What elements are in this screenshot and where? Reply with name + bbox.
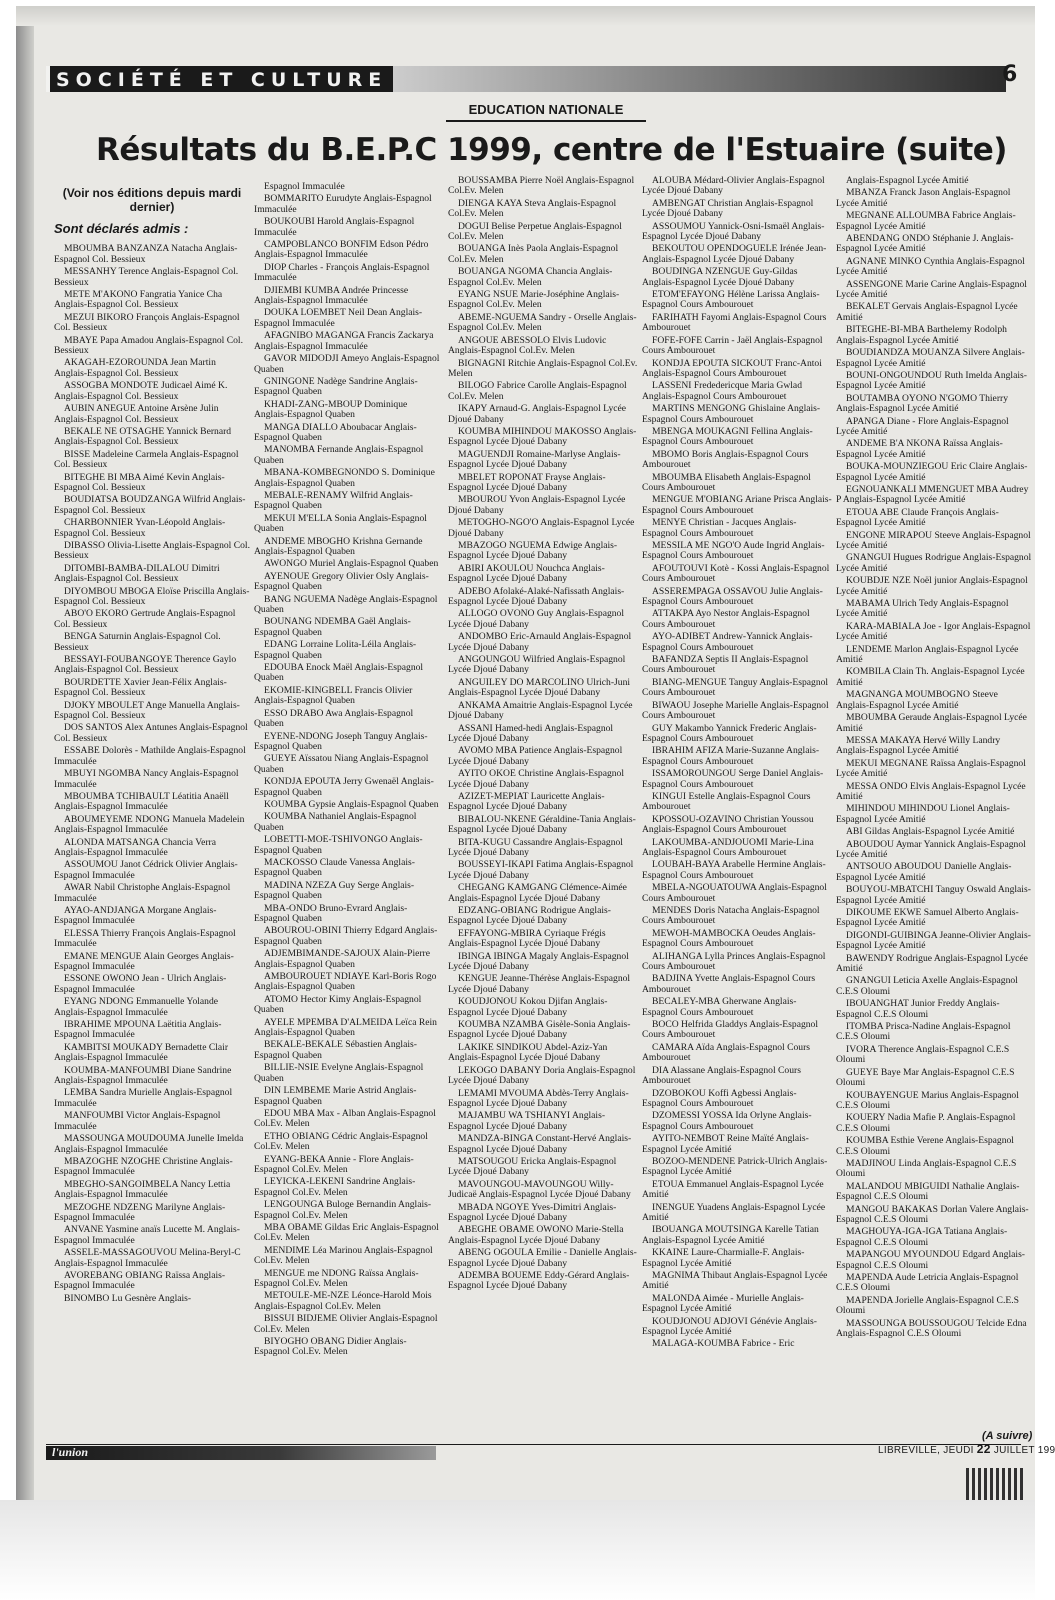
result-entry: ALOUBA Médard-Olivier Anglais-Espagnol Lycée Djoué Dabany bbox=[642, 175, 825, 197]
result-entry: DOUKA LOEMBET Neil Dean Anglais-Espagnol Immaculée bbox=[254, 307, 423, 329]
result-entry: ADJEMBIMANDE-SAJOUX Alain-Pierre Anglais-Espagnol Quaben bbox=[254, 948, 431, 970]
result-entry: BAWENDY Rodrigue Anglais-Espagnol Lycée Amitié bbox=[836, 952, 1028, 975]
result-entry: ANGUILEY DO MARCOLINO Ulrich-Juni Anglais-Espagnol Lycée Djoué Dabany bbox=[448, 676, 631, 699]
result-entry: DOGUI Belise Perpetue Anglais-Espagnol Col.Ev. Melen bbox=[448, 220, 622, 243]
result-entry: MBA-ONDO Bruno-Evrard Anglais-Espagnol Quaben bbox=[254, 902, 408, 924]
edition-note: (Voir nos éditions depuis mardi dernier) bbox=[62, 186, 242, 214]
result-entry: IBRAHIME MPOUNA Laëtitia Anglais-Espagnol Immaculée bbox=[54, 1019, 222, 1041]
result-entry: BINOMBO Lu Gesnère Anglais- bbox=[64, 1292, 192, 1304]
result-entry: AVOREBANG OBIANG Raïssa Anglais-Espagnol Immaculée bbox=[54, 1269, 226, 1292]
result-entry: KOUMBA Esthie Verene Anglais-Espagnol C.E.S Oloumi bbox=[836, 1135, 1014, 1157]
result-entry: ABI Gildas Anglais-Espagnol Lycée Amitié bbox=[846, 826, 1015, 838]
result-entry: MADINA NZEZA Guy Serge Anglais-Espagnol Quaben bbox=[254, 879, 415, 902]
result-entry: ETOUA Emmanuel Anglais-Espagnol Lycée Amitié bbox=[642, 1178, 824, 1201]
result-entry: MEZOGHE NDZENG Marilyne Anglais-Espagnol Immaculée bbox=[54, 1201, 226, 1223]
result-entry: EDZANG-OBIANG Rodrigue Anglais-Espagnol Lycée Djoué Dabany bbox=[448, 905, 611, 927]
result-entry: ATTAKPA Ayo Nestor Anglais-Espagnol Cours Ambourouet bbox=[642, 608, 810, 630]
result-entry: ABOUROU-OBINI Thierry Edgard Anglais-Espagnol Quaben bbox=[254, 925, 438, 947]
result-entry: FOFE-FOFE Carrin - Jaël Anglais-Espagnol Cours Ambourouet bbox=[642, 334, 823, 357]
result-entry: EDOU MBA Max - Alban Anglais-Espagnol Col.Ev. Melen bbox=[254, 1107, 436, 1130]
result-entry: KOUMBA-MANFOUMBI Diane Sandrine Anglais-Espagnol Immaculée bbox=[54, 1064, 232, 1087]
result-entry: KOUBAYENGUE Marius Anglais-Espagnol C.E.S Oloumi bbox=[836, 1089, 1019, 1111]
result-entry: KARA-MABIALA Joe - Igor Anglais-Espagnol Lycée Amitié bbox=[836, 620, 1031, 643]
result-entry: BISSE Madeleine Carmela Anglais-Espagnol Col. Bessieux bbox=[54, 448, 239, 471]
result-entry: BADJINA Yvette Anglais-Espagnol Cours Ambourouet bbox=[642, 973, 816, 995]
result-entry: MBA OBAME Gildas Eric Anglais-Espagnol Col.Ev. Melen bbox=[254, 1221, 439, 1244]
result-entry: ENGONE MIRAPOU Steeve Anglais-Espagnol Lycée Amitié bbox=[836, 529, 1031, 551]
result-entry: GUEYE Aïssatou Niang Anglais-Espagnol Quaben bbox=[254, 753, 429, 775]
result-entry: ASSANI Hamed-hedi Anglais-Espagnol Lycée Djoué Dabany bbox=[448, 722, 614, 744]
result-entry: MANOMBA Fernande Anglais-Espagnol Quaben bbox=[254, 444, 424, 466]
result-entry: KOUMBA MIHINDOU MAKOSSO Anglais-Espagnol Lycée Djoué Dabany bbox=[448, 425, 637, 448]
result-entry: DJIEMBI KUMBA Andrée Princesse Anglais-Espagnol Immaculée bbox=[254, 284, 409, 307]
result-entry: BOUYOU-MBATCHI Tanguy Oswald Anglais-Espagnol Lycée Amitié bbox=[836, 884, 1031, 906]
result-entry: MBOUMBA BANZANZA Natacha Anglais-Espagnol Col. Bessieux bbox=[54, 243, 238, 265]
result-entry: ABIRI AKOULOU Nouchca Anglais-Espagnol Lycée Djoué Dabany bbox=[448, 562, 605, 585]
result-entry: MBADA NGOYE Yves-Dimitri Anglais-Espagnol Lycée Djoué Dabany bbox=[448, 1201, 617, 1223]
result-entry: KOUMBA Gypsie Anglais-Espagnol Quaben bbox=[264, 798, 439, 810]
result-entry: ANDEME B'A NKONA Raïssa Anglais-Espagnol Lycée Amitié bbox=[836, 438, 1003, 460]
result-entry: BIBALOU-NKENE Géraldine-Tania Anglais-Espagnol Lycée Djoué Dabany bbox=[448, 813, 636, 836]
result-entry: EDANG Lorraine Lolita-Léila Anglais-Espagnol Quaben bbox=[254, 639, 417, 661]
result-entry: MALAGA-KOUMBA Fabrice - Eric bbox=[652, 1338, 795, 1350]
result-entry: BOUDIANDZA MOUANZA Silvere Anglais-Espagnol Lycée Amitié bbox=[836, 347, 1025, 369]
result-entry: METOGHO-NGO'O Anglais-Espagnol Lycée Djoué Dabany bbox=[448, 517, 635, 539]
result-entry: MABAMA Ulrich Tedy Anglais-Espagnol Lycée Amitié bbox=[836, 598, 1009, 620]
result-entry: MAPENDA Jorielle Anglais-Espagnol C.E.S Oloumi bbox=[836, 1294, 1019, 1317]
result-entry: ASSOGBA MONDOTE Judicael Aimé K. Anglais-Espagnol Col. Bessieux bbox=[54, 380, 228, 402]
result-entry: BOCO Helfrida Gladdys Anglais-Espagnol Cours Ambourouet bbox=[642, 1019, 819, 1041]
result-entry: BOUANGA Inès Paola Anglais-Espagnol Col.Ev. Melen bbox=[448, 243, 619, 265]
result-entry: MASSOUNGA BOUSSOUGOU Telcide Edna Anglais-Espagnol C.E.S Oloumi bbox=[836, 1317, 1027, 1340]
result-entry: LOBETTI-MOE-TSHIVONGO Anglais-Espagnol Quaben bbox=[254, 834, 423, 856]
result-entry: MANGA DIALLO Aboubacar Anglais-Espagnol Quaben bbox=[254, 421, 417, 443]
result-entry: Espagnol Immaculée bbox=[264, 181, 345, 192]
result-entry: MBOUROU Yvon Anglais-Espagnol Lycée Djoué Dabany bbox=[448, 494, 626, 516]
result-entry: ETHO OBIANG Cédric Anglais-Espagnol Col.Ev. Melen bbox=[254, 1130, 428, 1153]
continue-note: (A suivre) bbox=[982, 1430, 1033, 1442]
result-entry: BAFANDZA Septis II Anglais-Espagnol Cours Ambourouet bbox=[642, 654, 809, 676]
result-entry: MBEGHO-SANGOIMBELA Nancy Lettia Anglais-Espagnol Immaculée bbox=[54, 1178, 231, 1201]
result-entry: AYENOUE Gregory Olivier Osly Anglais-Espagnol Quaben bbox=[254, 570, 429, 593]
result-entry: DIOP Charles - François Anglais-Espagnol Immaculée bbox=[254, 261, 430, 284]
result-entry: MBOUMBA Geraude Anglais-Espagnol Lycée Amitié bbox=[836, 712, 1027, 734]
result-entry: BOUDIATSA BOUDZANGA Wilfrid Anglais-Espagnol Col. Bessieux bbox=[54, 494, 246, 516]
result-entry: MBOUMBA Elisabeth Anglais-Espagnol Cours Ambourouet bbox=[642, 471, 811, 493]
result-entry: MAGUENDJI Romaine-Marlyse Anglais-Espagnol Lycée Djoué Dabany bbox=[448, 448, 621, 471]
result-entry: BOUKOUBI Harold Anglais-Espagnol Immaculée bbox=[254, 216, 415, 238]
result-entry: ALIHANGA Lylla Princes Anglais-Espagnol Cours Ambourouet bbox=[642, 950, 826, 973]
result-entry: AYITO-NEMBOT Reine Maïté Anglais-Espagnol Lycée Amitié bbox=[642, 1133, 809, 1155]
result-entry: KPOSSOU-OZAVINO Christian Youssou Anglais-Espagnol Cours Ambourouet bbox=[642, 813, 814, 836]
result-entry: LENGOUNGA Buloge Bernandin Anglais-Espagnol Col.Ev. Melen bbox=[254, 1199, 432, 1221]
result-entry: METE M'AKONO Fangratia Yanice Cha Anglais-Espagnol Col. Bessieux bbox=[54, 289, 223, 311]
result-entry: BILLIE-NSIE Evelyne Anglais-Espagnol Quaben bbox=[254, 1062, 424, 1084]
result-entry: AGNANE MINKO Cynthia Anglais-Espagnol Lycée Amitié bbox=[836, 255, 1025, 278]
print-bleed-marks bbox=[966, 1468, 1026, 1504]
result-entry: ASSOUMOU Yannick-Osni-Ismaël Anglais-Espagnol Lycée Djoué Dabany bbox=[642, 220, 825, 243]
result-entry: KINGUI Estelle Anglais-Espagnol Cours Ambourouet bbox=[642, 790, 811, 813]
result-entry: MBAZOGO NGUEMA Edwige Anglais-Espagnol Lycée Djoué Dabany bbox=[448, 540, 618, 562]
result-entry: MAGNIMA Thibaut Anglais-Espagnol Lycée Amitié bbox=[642, 1270, 828, 1292]
result-entry: MAJAMBU WA TSHIANYI Anglais-Espagnol Lycée Djoué Dabany bbox=[448, 1110, 606, 1132]
result-entry: MENYE Christian - Jacques Anglais-Espagnol Cours Ambourouet bbox=[642, 517, 797, 539]
results-column-1 bbox=[54, 186, 250, 1431]
result-entry: IBINGA IBINGA Magaly Anglais-Espagnol Lycée Djoué Dabany bbox=[448, 950, 629, 973]
result-entry: BESSAYI-FOUBANGOYE Therence Gaylo Anglais-Espagnol Col. Bessieux bbox=[54, 654, 237, 676]
dateline-month-year: JUILLET 199 bbox=[993, 1445, 1055, 1456]
result-entry: ADEBO Afolaké-Alaké-Nafissath Anglais-Espagnol Lycée Djoué Dabany bbox=[448, 585, 625, 608]
result-entry: ISSAMOROUNGOU Serge Daniel Anglais-Espagnol Cours Ambourouet bbox=[642, 768, 824, 790]
result-entry: ANVANE Yasmine anaïs Lucette M. Anglais-Espagnol Immaculée bbox=[54, 1224, 240, 1246]
result-entry: DJOKY MBOULET Ange Manuella Anglais-Espagnol Col. Bessieux bbox=[54, 699, 240, 722]
result-entry: ANDEME MBOGHO Krishna Gernande Anglais-Espagnol Quaben bbox=[254, 535, 423, 557]
result-entry: KENGUE Jeanne-Thérèse Anglais-Espagnol Lycée Djoué Dabany bbox=[448, 973, 631, 995]
section-title: SOCIÉTÉ ET CULTURE bbox=[50, 66, 393, 92]
result-entry: BIANG-MENGUE Tanguy Anglais-Espagnol Cours Ambourouet bbox=[642, 676, 829, 699]
result-entry: AFAGNIBO MAGANGA Francis Zackarya Anglais-Espagnol Immaculée bbox=[254, 330, 434, 352]
result-entry: DIBASSO Olivia-Lisette Anglais-Espagnol Col. Bessieux bbox=[54, 539, 251, 562]
result-entry: BOUNI-ONGOUNDOU Ruth Imelda Anglais-Espagnol Lycée Amitié bbox=[836, 369, 1027, 392]
dateline-day: 22 bbox=[976, 1442, 991, 1456]
result-entry: MBOMO Boris Anglais-Espagnol Cours Ambourouet bbox=[642, 448, 809, 471]
result-entry: KOUMBA Nathaniel Anglais-Espagnol Quaben bbox=[254, 811, 417, 833]
result-entry: MENDES Doris Natacha Anglais-Espagnol Cours Ambourouet bbox=[642, 905, 820, 927]
result-entry: Anglais-Espagnol Lycée Amitié bbox=[846, 175, 969, 186]
result-entry: MATSOUGOU Ericka Anglais-Espagnol Lycée Djoué Dabany bbox=[448, 1155, 617, 1178]
result-entry: MENGUE me NDONG Raïssa Anglais-Espagnol Col.Ev. Melen bbox=[254, 1267, 419, 1289]
result-entry: EDOUBA Enock Maël Anglais-Espagnol Quaben bbox=[254, 662, 424, 684]
result-entry: KOUDJONOU Kokou Djifan Anglais-Espagnol Lycée Djoué Dabany bbox=[448, 996, 608, 1018]
result-entry: AUBIN ANEGUE Antoine Arsène Julin Anglais-Espagnol Col. Bessieux bbox=[54, 403, 219, 425]
result-entry: DIGONDI-GUIBINGA Jeanne-Olivier Anglais-Espagnol Lycée Amitié bbox=[836, 929, 1031, 952]
result-entry: ANDOMBO Eric-Arnauld Anglais-Espagnol Lycée Djoué Dabany bbox=[448, 631, 632, 653]
result-entry: AYO-ADIBET Andrew-Yannick Anglais-Espagnol Cours Ambourouet bbox=[642, 631, 813, 653]
result-entry: METOULE-ME-NZE Léonce-Harold Mois Anglais-Espagnol Col.Ev. Melen bbox=[254, 1290, 432, 1312]
result-entry: KOUMBA NZAMBA Gisèle-Sonia Anglais-Espagnol Lycée Djoué Dabany bbox=[448, 1019, 631, 1041]
result-entry: MESSA MAKAYA Hervé Willy Landry Anglais-Espagnol Lycée Amitié bbox=[836, 734, 1001, 757]
result-entry: LAKIKE SINDIKOU Abdel-Aziz-Yan Anglais-Espagnol Lycée Djoué Dabany bbox=[448, 1041, 608, 1064]
result-entry: AYAO-ANDJANGA Morgane Anglais-Espagnol Immaculée bbox=[54, 904, 217, 927]
result-entry: DIYOMBOU MBOGA Eloïse Priscilla Anglais-Espagnol Col. Bessieux bbox=[54, 585, 250, 607]
result-entry: MAGHOUYA-IGA-IGA Tatiana Anglais-Espagnol C.E.S Oloumi bbox=[836, 1226, 1008, 1248]
rubric-label: EDUCATION NATIONALE bbox=[468, 102, 624, 117]
result-entry: CAMARA Aïda Anglais-Espagnol Cours Ambourouet bbox=[642, 1041, 811, 1064]
result-entry: MBENGA MOUKAGNI Fellina Anglais-Espagnol Cours Ambourouet bbox=[642, 425, 813, 448]
result-entry: BIWAOU Josephe Marielle Anglais-Espagnol Cours Ambourouet bbox=[642, 699, 829, 722]
result-entry: MEZUI BIKORO François Anglais-Espagnol Col. Bessieux bbox=[54, 311, 240, 334]
result-entry: EGNOUANKALI MMENGUET MBA Audrey P Anglais-Espagnol Lycée Amitié bbox=[836, 483, 1029, 506]
page-number: 6 bbox=[1002, 62, 1018, 87]
result-entry: MEBALE-RENAMY Wilfrid Anglais-Espagnol Quaben bbox=[254, 489, 413, 512]
footer-rule bbox=[46, 1444, 1021, 1445]
result-entry: MESSILA ME NGO'O Aude Ingrid Anglais-Espagnol Cours Ambourouet bbox=[642, 540, 825, 562]
result-entry: CHARBONNIER Yvan-Léopold Anglais-Espagnol Col. Bessieux bbox=[54, 517, 226, 539]
result-entry: KOUERY Nadia Mafie P. Anglais-Espagnol C.E.S Oloumi bbox=[836, 1112, 1016, 1134]
result-entry: ELESSA Thierry François Anglais-Espagnol Immaculée bbox=[54, 927, 236, 950]
result-entry: LASSENI Frededericque Maria Gwlad Anglais-Espagnol Cours Ambourouet bbox=[642, 380, 802, 402]
result-entry: AMBENGAT Christian Anglais-Espagnol Lycée Djoué Dabany bbox=[642, 197, 814, 220]
result-entry: ESSABE Dolorès - Mathilde Anglais-Espagnol Immaculée bbox=[54, 745, 246, 767]
result-entry: MAVOUNGOU-MAVOUNGOU Willy-Judicaë Anglais-Espagnol Lycée Djoué Dabany bbox=[448, 1178, 631, 1201]
result-entry: EYANG-BEKA Annie - Flore Anglais-Espagnol Col.Ev. Melen bbox=[254, 1153, 414, 1175]
result-entry: APANGA Diane - Flore Anglais-Espagnol Lycée Amitié bbox=[836, 415, 1009, 437]
result-entry: BOUNANG NDEMBA Gaël Anglais-Espagnol Quaben bbox=[254, 616, 411, 638]
result-entry: ASSELE-MASSAGOUVOU Melina-Beryl-C Anglais-Espagnol Immaculée bbox=[54, 1247, 241, 1269]
result-entry: DITOMBI-BAMBA-DILALOU Dimitri Anglais-Espagnol Col. Bessieux bbox=[54, 562, 220, 585]
results-column-3 bbox=[448, 176, 638, 1421]
result-entry: BEKALE NE OTSAGHE Yannick Bernard Anglais-Espagnol Col. Bessieux bbox=[54, 425, 232, 448]
result-entry: IBOUANGA MOUTSINGA Karelle Tatian Anglais-Espagnol Lycée Amitié bbox=[642, 1224, 819, 1246]
results-column-4 bbox=[642, 176, 832, 1421]
result-entry: MBAYE Papa Amadou Anglais-Espagnol Col. Bessieux bbox=[54, 334, 243, 357]
result-entry: MIHINDOU MIHINDOU Lionel Anglais-Espagnol Lycée Amitié bbox=[836, 803, 1010, 825]
result-entry: ALLOGO OVONO Guy Anglais-Espagnol Lycée Djoué Dabany bbox=[448, 608, 625, 630]
result-entry: MBELA-NGOUATOUWA Anglais-Espagnol Cours Ambourouet bbox=[642, 882, 827, 904]
result-entry: DIENGA KAYA Steva Anglais-Espagnol Col.Ev. Melen bbox=[448, 197, 617, 220]
masthead-logo: l'union bbox=[52, 1445, 89, 1459]
result-entry: BOUKA-MOUNZIEGOU Eric Claire Anglais-Espagnol Lycée Amitié bbox=[836, 461, 1028, 483]
result-entry: BIGNAGNI Ritchie Anglais-Espagnol Col.Ev. Melen bbox=[448, 357, 638, 379]
result-entry: CHEGANG KAMGANG Clémence-Aimée Anglais-Espagnol Lycée Djoué Dabany bbox=[448, 882, 627, 904]
result-entry: GNANGUI Leticia Axelle Anglais-Espagnol C.E.S Oloumi bbox=[836, 975, 1018, 997]
result-entry: LAKOUMBA-ANDJOUOMI Marie-Lina Anglais-Espagnol Cours Ambourouet bbox=[642, 836, 814, 858]
result-entry: LEKOGO DABANY Doria Anglais-Espagnol Lycée Djoué Dabany bbox=[448, 1064, 636, 1087]
result-entry: KKAINE Laure-Charmialle-F. Anglais-Espagnol Lycée Amitié bbox=[642, 1247, 805, 1269]
result-entry: AKAGAH-EZOROUNDA Jean Martin Anglais-Espagnol Col. Bessieux bbox=[54, 357, 216, 379]
result-entry: BOUSSEYI-IKAPI Fatima Anglais-Espagnol Lycée Djoué Dabany bbox=[448, 859, 634, 881]
result-entry: LEMAMI MVOUMA Abdès-Terry Anglais-Espagnol Lycée Djoué Dabany bbox=[448, 1087, 629, 1109]
result-entry: LOUBAH-BAYA Arabelle Hermine Anglais-Espagnol Cours Ambourouet bbox=[642, 859, 826, 881]
newspaper-page bbox=[16, 6, 1055, 1500]
result-entry: BECALEY-MBA Gherwane Anglais-Espagnol Cours Ambourouet bbox=[642, 996, 797, 1018]
result-entry: AWONGO Muriel Anglais-Espagnol Quaben bbox=[264, 558, 439, 570]
result-entry: EMANE MENGUE Alain Georges Anglais-Espagnol Immaculée bbox=[54, 950, 234, 972]
result-entry: DIN LEMBEME Marie Astrid Anglais-Espagnol Quaben bbox=[254, 1085, 417, 1107]
result-entry: ASSOUMOU Janot Cédrick Olivier Anglais-Espagnol Immaculée bbox=[54, 859, 238, 881]
result-entry: ANGOUNGOU Wilfried Anglais-Espagnol Lycée Djoué Dabany bbox=[448, 654, 626, 676]
result-entry: KOUDJONOU ADJOVI Génévie Anglais-Espagnol Lycée Amitié bbox=[642, 1315, 817, 1338]
result-entry: EYANG NSUE Marie-Joséphine Anglais-Espagnol Col.Ev. Melen bbox=[448, 289, 620, 311]
result-entry: BEKALET Gervais Anglais-Espagnol Lycée Amitié bbox=[836, 301, 1018, 323]
page-top-edge bbox=[16, 6, 1035, 26]
result-entry: BITA-KUGU Cassandre Anglais-Espagnol Lycée Djoué Dabany bbox=[448, 836, 623, 858]
result-entry: MACKOSSO Claude Vanessa Anglais-Espagnol Quaben bbox=[254, 856, 415, 879]
result-entry: MAGNANGA MOUMBOGNO Steeve Anglais-Espagnol Lycée Amitié bbox=[836, 689, 998, 711]
result-entry: IKAPY Arnaud-G. Anglais-Espagnol Lycée Djoué Dabany bbox=[448, 403, 627, 425]
result-entry: BOUTAMBA OYONO N'GOMO Thierry Anglais-Espagnol Lycée Amitié bbox=[836, 392, 1009, 415]
result-entry: GUEYE Baye Mar Anglais-Espagnol C.E.S Oloumi bbox=[836, 1066, 1015, 1089]
result-entry: MAPENDA Aude Letricia Anglais-Espagnol C.E.S Oloumi bbox=[836, 1272, 1019, 1294]
result-entry: ABENDANG ONDO Stéphanie J. Anglais-Espagnol Lycée Amitié bbox=[836, 233, 1014, 255]
result-entry: MEWOH-MAMBOCKA Oeudes Anglais-Espagnol Cours Ambourouet bbox=[642, 927, 816, 950]
result-entry: MBANZA Franck Jason Anglais-Espagnol Lycée Amitié bbox=[836, 187, 1011, 209]
result-entry: MBAZOGHE NZOGHE Christine Anglais-Espagnol Immaculée bbox=[54, 1155, 233, 1178]
result-entry: BITEGHE-BI-MBA Barthelemy Rodolph Anglais-Espagnol Lycée Amitié bbox=[836, 324, 1007, 346]
result-entry: AWAR Nabil Christophe Anglais-Espagnol Immaculée bbox=[54, 882, 231, 904]
result-entry: ITOMBA Prisca-Nadine Anglais-Espagnol C.E.S Oloumi bbox=[836, 1021, 1011, 1043]
result-entry: IBRAHIM AFIZA Marie-Suzanne Anglais-Espagnol Cours Ambourouet bbox=[642, 745, 820, 767]
result-entry: LENDEME Marlon Anglais-Espagnol Lycée Amitié bbox=[836, 643, 1019, 666]
declared-admitted: Sont déclarés admis : bbox=[54, 221, 189, 236]
result-entry: MALANDOU MBIGUIDI Nathalie Anglais-Espagnol C.E.S Oloumi bbox=[836, 1180, 1020, 1203]
result-entry: DIKOUME EKWE Samuel Alberto Anglais-Espagnol Lycée Amitié bbox=[836, 907, 1019, 929]
result-entry: ADEMBA BOUEME Eddy-Gérard Anglais-Espagnol Lycée Djoué Dabany bbox=[448, 1270, 630, 1292]
result-entry: EKOMIE-KINGBELL Francis Olivier Anglais-Espagnol Quaben bbox=[254, 684, 413, 707]
result-entry: BISSUI BIDJEME Olivier Anglais-Espagnol Col.Ev. Melen bbox=[254, 1313, 438, 1335]
dateline bbox=[878, 1442, 1055, 1456]
result-entry: MANFOUMBI Victor Anglais-Espagnol Immaculée bbox=[54, 1110, 221, 1132]
result-entry: KHADI-ZANG-MBOUP Dominique Anglais-Espagnol Quaben bbox=[254, 398, 408, 421]
result-entry: BOUANGA NGOMA Chancia Anglais-Espagnol Col.Ev. Melen bbox=[448, 266, 613, 288]
result-entry: DZOBOKOU Koffi Agbessi Anglais-Espagnol Cours Ambourouet bbox=[642, 1087, 797, 1109]
result-entry: ANKAMA Amaitrie Anglais-Espagnol Lycée Djoué Dabany bbox=[448, 699, 633, 722]
result-entry: AFOUTOUVI Kotè - Kossi Anglais-Espagnol Cours Ambourouet bbox=[642, 562, 830, 585]
result-entry: ALONDA MATSANGA Chancia Verra Anglais-Espagnol Immaculée bbox=[54, 836, 216, 858]
result-entry: EFFAYONG-MBIRA Cyriaque Frégis Anglais-Espagnol Lycée Djoué Dabany bbox=[448, 927, 606, 950]
result-entry: ESSO DRABO Awa Anglais-Espagnol Quaben bbox=[254, 707, 414, 730]
result-entry: ANTSOUO ABOUDOU Danielle Anglais-Espagnol Lycée Amitié bbox=[836, 861, 1012, 883]
result-entry: MADJINOU Linda Anglais-Espagnol C.E.S Oloumi bbox=[836, 1157, 1017, 1180]
result-entry: BENGA Saturnin Anglais-Espagnol Col. Bessieux bbox=[54, 631, 221, 653]
result-entry: BOUSSAMBA Pierre Noël Anglais-Espagnol Col.Ev. Melen bbox=[448, 175, 635, 197]
dateline-prefix: LIBREVILLE, JEUDI bbox=[878, 1445, 974, 1456]
result-entry: MALONDA Aimée - Murielle Anglais-Espagnol Lycée Amitié bbox=[642, 1292, 804, 1315]
result-entry: MASSOUNGA MOUDOUMA Junelle Imelda Anglais-Espagnol Immaculée bbox=[54, 1133, 244, 1155]
result-entry: BOUDINGA NZENGUE Guy-Gildas Anglais-Espagnol Lycée Djoué Dabany bbox=[642, 266, 798, 288]
result-entry: BOZOO-MENDENE Patrick-Ulrich Anglais-Espagnol Lycée Amitié bbox=[642, 1155, 828, 1178]
result-entry: MANDZA-BINGA Constant-Hervé Anglais-Espagnol Lycée Djoué Dabany bbox=[448, 1133, 632, 1155]
masthead-bar bbox=[46, 1446, 436, 1460]
result-entry: LEYICKA-LEKENI Sandrine Anglais-Espagnol Col.Ev. Melen bbox=[254, 1176, 416, 1198]
result-entry: LEMBA Sandra Murielle Anglais-Espagnol Immaculée bbox=[54, 1087, 233, 1109]
result-entry: EYENE-NDONG Joseph Tanguy Anglais-Espagnol Quaben bbox=[254, 730, 428, 752]
result-entry: INENGUE Yuadens Anglais-Espagnol Lycée Amitié bbox=[642, 1201, 826, 1223]
result-entry: MANGOU BAKAKAS Dorlan Valere Anglais-Espagnol C.E.S Oloumi bbox=[836, 1203, 1029, 1225]
result-entry: MEKUI M'ELLA Sonia Anglais-Espagnol Quaben bbox=[254, 512, 427, 535]
result-entry: BEKALE-BEKALE Sébastien Anglais-Espagnol Quaben bbox=[254, 1039, 417, 1061]
result-entry: GAVOR MIDODJI Ameyo Anglais-Espagnol Quaben bbox=[254, 353, 440, 375]
rubric-underline bbox=[446, 120, 646, 122]
headline: Résultats du B.E.P.C 1999, centre de l'Estuaire (suite) bbox=[96, 132, 1007, 168]
result-entry: MENGUE M'OBIANG Ariane Prisca Anglais-Espagnol Cours Ambourouet bbox=[642, 494, 832, 516]
result-entry: DIA Alassane Anglais-Espagnol Cours Ambourouet bbox=[642, 1064, 801, 1087]
result-entry: DZOMESSI YOSSA Ida Orlyne Anglais-Espagnol Cours Ambourouet bbox=[642, 1110, 812, 1132]
result-entry: ASSEREMPAGA OSSAVOU Julie Anglais-Espagnol Cours Ambourouet bbox=[642, 585, 823, 608]
result-entry: MBOUMBA TCHIBAULT Léatitia Anaëll Anglais-Espagnol Immaculée bbox=[54, 790, 229, 813]
result-entry: BEKOUTOU OPENDOGUELE Irénée Jean- Anglais-Espagnol Lycée Djoué Dabany bbox=[642, 243, 827, 265]
result-entry: ETOUA ABE Claude François Anglais-Espagnol Lycée Amitié bbox=[836, 506, 999, 529]
result-entry: AZIZET-MEPIAT Lauricette Anglais-Espagnol Lycée Djoué Dabany bbox=[448, 790, 605, 813]
result-entry: KONDJA EPOUTA Jerry Gwenaël Anglais-Espagnol Quaben bbox=[254, 776, 434, 798]
result-entry: ABOUMEYEME NDONG Manuela Madelein Anglais-Espagnol Immaculée bbox=[54, 813, 245, 836]
result-entry: BILOGO Fabrice Carolle Anglais-Espagnol Col.Ev. Melen bbox=[448, 380, 627, 402]
result-entry: EYANG NDONG Emmanuelle Yolande Anglais-Espagnol Immaculée bbox=[54, 996, 219, 1018]
result-entry: MENDIME Léa Marinou Anglais-Espagnol Col.Ev. Melen bbox=[254, 1244, 433, 1267]
result-entry: MBANA-KOMBEGNONDO S. Dominique Anglais-Espagnol Quaben bbox=[254, 467, 435, 489]
result-entry: AMBOUROUET NDIAYE Karl-Boris Rogo Anglais-Espagnol Quaben bbox=[254, 971, 437, 993]
result-entry: BIYOGHO OBANG Didier Anglais-Espagnol Col.Ev. Melen bbox=[254, 1336, 407, 1358]
result-entry: MBELET ROPONAT Frayse Anglais-Espagnol Lycée Djoué Dabany bbox=[448, 471, 606, 493]
result-entry: ABOUDOU Aymar Yannick Anglais-Espagnol Lycée Amitié bbox=[836, 838, 1026, 860]
result-entry: ANGOUE ABESSOLO Elvis Ludovic Anglais-Espagnol Col.Ev. Melen bbox=[448, 334, 607, 357]
page-bottom-shadow bbox=[0, 1500, 1035, 1600]
page-fold-shadow bbox=[16, 6, 34, 1500]
result-entry: GNANGUI Hugues Rodrigue Anglais-Espagnol Lycée Amitié bbox=[836, 552, 1032, 574]
result-entry: BOURDETTE Xavier Jean-Félix Anglais-Espagnol Col. Bessieux bbox=[54, 676, 227, 699]
result-entry: MEKUI MEGNANE Raïssa Anglais-Espagnol Lycée Amitié bbox=[836, 757, 1026, 780]
result-entry: BITEGHE BI MBA Aimé Kevin Anglais-Espagnol Col. Bessieux bbox=[54, 471, 225, 493]
result-entry: FARIHATH Fayomi Anglais-Espagnol Cours Ambourouet bbox=[642, 311, 827, 334]
result-entry: ABENG OGOULA Emilie - Danielle Anglais-Espagnol Lycée Djoué Dabany bbox=[448, 1247, 637, 1269]
result-entry: AYITO OKOE Christine Anglais-Espagnol Lycée Djoué Dabany bbox=[448, 768, 625, 790]
result-entry: ESSONE OWONO Jean - Ulrich Anglais-Espagnol Immaculée bbox=[54, 973, 227, 995]
result-entry: MESSANHY Terence Anglais-Espagnol Col. Bessieux bbox=[54, 266, 239, 288]
results-column-5 bbox=[836, 176, 1032, 1421]
result-entry: MEGNANE ALLOUMBA Fabrice Anglais-Espagnol Lycée Amitié bbox=[836, 210, 1016, 232]
result-entry: GNINGONE Nadège Sandrine Anglais-Espagnol Quaben bbox=[254, 375, 418, 398]
result-entry: ATOMO Hector Kimy Anglais-Espagnol Quaben bbox=[254, 993, 422, 1016]
result-entry: ETOM'EFAYONG Hélène Larissa Anglais-Espagnol Cours Ambourouet bbox=[642, 289, 820, 311]
result-entry: KOUBDJE NZE Noël junior Anglais-Espagnol Lycée Amitié bbox=[836, 575, 1028, 597]
result-entry: ABEGHE OBAME OWONO Marie-Stella Anglais-Espagnol Lycée Djoué Dabany bbox=[448, 1224, 624, 1246]
result-entry: ASSENGONE Marie Carine Anglais-Espagnol Lycée Amitié bbox=[836, 278, 1027, 301]
result-entry: IVORA Therence Anglais-Espagnol C.E.S Oloumi bbox=[836, 1043, 1010, 1066]
result-entry: AVOMO MBA Patience Anglais-Espagnol Lycée Djoué Dabany bbox=[448, 745, 623, 767]
result-entry: DOS SANTOS Alex Antunes Anglais-Espagnol Col. Bessieux bbox=[54, 722, 248, 744]
result-entry: MESSA ONDO Elvis Anglais-Espagnol Lycée Amitié bbox=[836, 780, 1026, 802]
result-entry: GUY Makambo Yannick Frederic Anglais-Espagnol Cours Ambourouet bbox=[642, 722, 817, 744]
result-entry: IBOUANGHAT Junior Freddy Anglais-Espagnol C.E.S Oloumi bbox=[836, 998, 1000, 1020]
results-column-2 bbox=[254, 182, 442, 1427]
result-entry: MARTINS MENGONG Ghislaine Anglais-Espagnol Cours Ambourouet bbox=[642, 403, 821, 425]
result-entry: BOMMARITO Eurudyte Anglais-Espagnol Immaculée bbox=[254, 193, 432, 215]
result-entry: BANG NGUEMA Nadège Anglais-Espagnol Quaben bbox=[254, 593, 438, 616]
result-entry: CAMPOBLANCO BONFIM Edson Pédro Anglais-Espagnol Immaculée bbox=[254, 239, 429, 261]
result-entry: KONDJA EPOUTA SICKOUT Franc-Antoi Anglais-Espagnol Cours Ambourouet bbox=[642, 357, 822, 379]
result-entry: KOMBILA Clain Th. Anglais-Espagnol Lycée Amitié bbox=[836, 666, 1025, 688]
result-entry: MAPANGOU MYOUNDOU Edgard Anglais-Espagnol C.E.S Oloumi bbox=[836, 1249, 1025, 1271]
result-entry: KAMBITSI MOUKADY Bernadette Clair Anglais-Espagnol Immaculée bbox=[54, 1041, 229, 1064]
result-entry: ABEME-NGUEMA Sandry - Orselle Anglais-Espagnol Col.Ev. Melen bbox=[448, 311, 637, 334]
result-entry: MBUYI NGOMBA Nancy Anglais-Espagnol Immaculée bbox=[54, 768, 239, 790]
result-entry: ABO'O EKORO Gertrude Anglais-Espagnol Col. Bessieux bbox=[54, 608, 236, 630]
result-entry: AYELE MPEMBA D'ALMEIDA Leïca Rein Anglais-Espagnol Quaben bbox=[254, 1016, 437, 1039]
